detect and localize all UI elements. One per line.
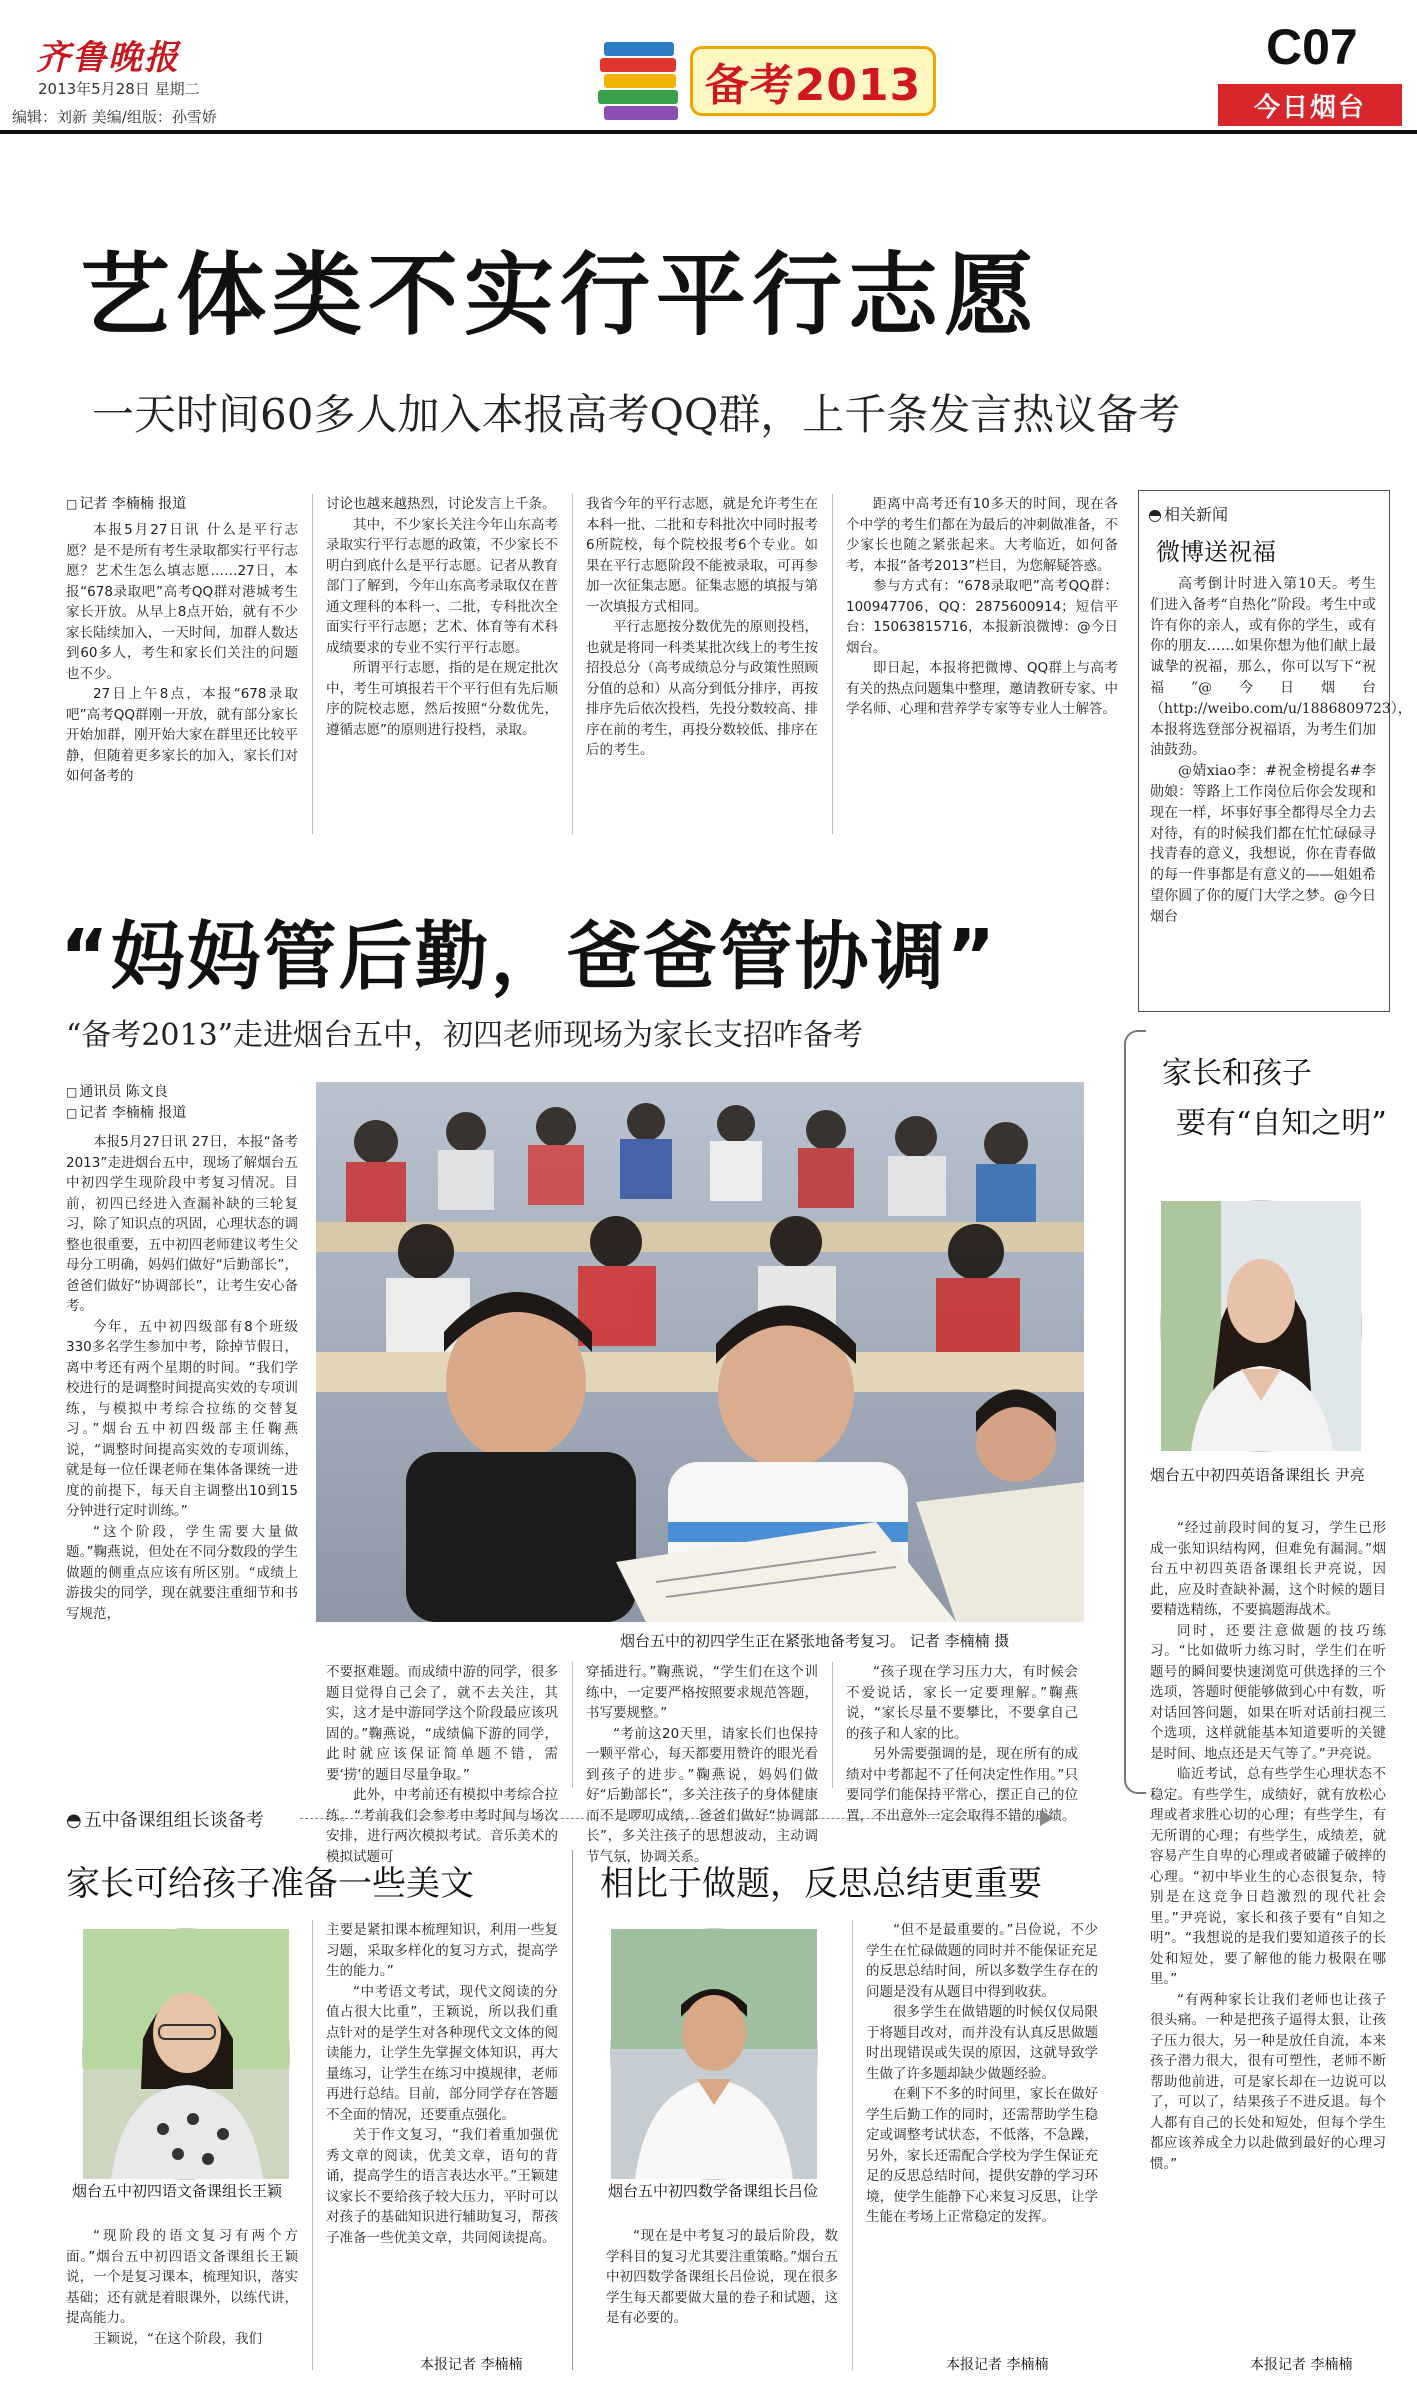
chinese-col-1 xyxy=(66,2226,298,2376)
subhead-school-visit: “备考2013”走进烟台五中，初四老师现场为家长支招咋备考 xyxy=(66,1018,864,1053)
english-teacher-body xyxy=(1150,1518,1386,2352)
column-rule xyxy=(832,1662,833,1788)
bottom-section-rule xyxy=(300,1818,1040,1820)
photo-illustration xyxy=(316,1082,1084,1622)
story2-col-4 xyxy=(846,1662,1078,1824)
math-col-1 xyxy=(606,2226,838,2366)
story2-byline xyxy=(66,1082,186,1124)
story2-col-1 xyxy=(66,1132,298,1792)
paragraph: @婧xiao李：#祝金榜提名#李勋娘：等路上工作岗位后你会发现和现在一样，坏事好事全都得尽全力去对待，有的时候我们都在忙忙碌碌寻找青春的意义，我想说，你在青春做的每一件事都是有意义的——姐姐希望你圆了你的厦门大学之梦。@今日烟台 xyxy=(1150,763,1376,925)
bottom-section-kicker: ◓ 五中备课组组长谈备考 xyxy=(66,1806,264,1832)
byline-reporter: □ 记者 李楠楠 报道 xyxy=(66,494,186,515)
story1-col-3 xyxy=(586,494,818,834)
paragraph: 27日上午8点，本报“678录取吧”高考QQ群刚一开放，就有部分家长开始加群，刚开始大家在群里还比较平静，但随着更多家长的加入，家长们对如何备考的 xyxy=(66,686,298,784)
paragraph: 此外，中考前还有模拟中考综合拉练。“考前我们会参考中考时间与场次安排，进行两次模拟考试。音乐美术的模拟试题可 xyxy=(326,1787,558,1865)
paragraph: 今年，五中初四级部有8个班级330多名学生参加中考，除掉节假日，离中考还有两个星期的时间。“我们学校进行的是调整时间提高实效的专项训练，与模拟中考综合拉练的交替复习。”烟台五中初四级部主任鞠燕说，“调整时间提高实效的专项训练，就是每一位任课老师在集体备课统一进度的前提下，每天自主调整出10到15分钟进行定时训练。” xyxy=(66,1318,298,1519)
paragraph: 穿插进行。”鞠燕说，“学生们在这个训练中，一定要严格按照要求规范答题，书写要规整。” xyxy=(586,1664,818,1721)
related-news-body xyxy=(1150,574,1412,1004)
paragraph: 不要抠难题。而成绩中游的同学，很多题目觉得自己会了，就不去关注，其实，这才是中游同学这个阶段最应该巩固的。”鞠燕说，“成绩偏下游的同学，此时就应该保证简单题不错，需要‘捞’的题目尽量争取。” xyxy=(326,1664,558,1783)
story2-col-2 xyxy=(326,1662,558,1865)
column-rule xyxy=(572,1662,573,1788)
paragraph: “但不是最重要的。”吕俭说，不少学生在忙碌做题的同时并不能保证充足的反思总结时间，所以多数学生存在的问题是没有从题目中得到收获。 xyxy=(866,1922,1098,2000)
paragraph: “中考语文考试，现代文阅读的分值占很大比重”，王颖说，所以我们重点针对的是学生对各种现代文文体的阅读能力，让学生先掌握文体知识，再大量练习，让学生在练习中摸规律，老师再进行总结。目前，部分同学存在答题不全面的情况，还要重点强化。 xyxy=(326,1983,558,2123)
column-rule xyxy=(312,494,313,834)
column-title-box xyxy=(690,46,936,116)
chinese-signoff: 本报记者 李楠楠 xyxy=(420,2357,523,2373)
paragraph: 很多学生在做错题的时候仅仅局限于将题目改对，而并没有认真反思做题时出现错误或失误的原因，这就导致学生做了许多题却缺少做题经验。 xyxy=(866,2004,1098,2082)
paragraph: 本报5月27日讯 27日，本报“备考2013”走进烟台五中，现场了解烟台五中初四学生现阶段中考复习情况。目前，初四已经进入查漏补缺的三轮复习，除了知识点的巩固，心理状态的调整也很重要，五中初四老师建议考生父母分工明确，妈妈们做好“后勤部长”，爸爸们做好“协调部长”，让考生安心备考。 xyxy=(66,1134,298,1314)
paragraph: 主要是紧扣课本梳理知识，利用一些复习题，采取多样化的复习方式，提高学生的能力。” xyxy=(326,1922,558,1979)
paragraph: 关于作文复习，“我们着重加强优秀文章的阅读，优美文章，语句的背诵，提高学生的语言表达水平。”王颖建议家长不要给孩子较大压力，平时可以对孩子的基础知识进行辅助复习，帮孩子准备一些优美文章，共同阅读提高。 xyxy=(326,2127,558,2246)
section-tag: 今日烟台 xyxy=(1218,84,1402,126)
headline-mom-dad: “妈妈管后勤，爸爸管协调” xyxy=(60,914,998,1000)
paragraph: “孩子现在学习压力大，有时候会不爱说话，家长一定要理解。”鞠燕说，“家长尽量不要攀比，不要拿自己的孩子和人家的比。 xyxy=(846,1664,1078,1742)
column-banner xyxy=(598,28,998,124)
math-head: 相比于做题，反思总结更重要 xyxy=(600,1864,1042,1904)
paragraph: “经过前段时间的复习，学生已形成一张知识结构网，但难免有漏洞。”烟台五中初四英语备课组长尹亮说，因此，应及时查缺补漏，这个时候的题目要精选精练，不要搞题海战术。 xyxy=(1150,1520,1386,1618)
headline-art-sports: 艺体类不实行平行志愿 xyxy=(80,243,1040,348)
story1-byline xyxy=(66,494,186,515)
paragraph: “现阶段的语文复习有两个方面。”烟台五中初四语文备课组长王颖说，一个是复习课本，梳理知识，落实基础；还有就是着眼课外，以练代讲，提高能力。 xyxy=(66,2228,298,2326)
subhead-qq-group: 一天时间60多人加入本报高考QQ群，上千条发言热议备考 xyxy=(92,390,1181,439)
chinese-head: 家长可给孩子准备一些美文 xyxy=(66,1864,474,1904)
column-rule xyxy=(312,1920,313,2370)
paragraph: 高考倒计时进入第10天。考生们进入备考“自热化”阶段。考生中或许有你的亲人，或有你的学生，或有你的朋友……如果你想为他们献上最诚挚的祝福，那么，你可以写下“祝福”@今日烟台（http://weibo.com/u/1886809723），本报将选登部分祝福语，为考生们加油鼓劲。 xyxy=(1150,576,1412,759)
portrait-illustration xyxy=(611,1929,817,2179)
story1-col-2 xyxy=(326,494,558,834)
paragraph: 临近考试，总有些学生心理状态不稳定。有些学生，成绩好，就有放松心理或者求胜心切的心理；有些学生，有无所谓的心理；有些学生，成绩差，就容易产生自卑的心理或者破罐子破摔的心理。“初中毕业生的心态很复杂，特别是在这竞争日趋激烈的现代社会里。”尹亮说，家长和孩子要有“自知之明”。“我想说的是我们要知道孩子的长处和短处，要了解他的能力极限在哪里。” xyxy=(1150,1766,1386,1987)
issue-staff: 编辑：刘新 美编/组版：孙雪娇 xyxy=(12,108,217,126)
paragraph: 所谓平行志愿，指的是在规定批次中，考生可填报若干个平行但有先后顺序的院校志愿，然后按照“分数优先，遵循志愿”的原则进行投档，录取。 xyxy=(326,660,558,738)
top-rule xyxy=(0,130,1417,134)
byline-reporter: □ 记者 李楠楠 报道 xyxy=(66,1103,186,1124)
paragraph: 讨论也越来越热烈，讨论发言上千条。 xyxy=(326,496,556,512)
column-rule xyxy=(832,494,833,834)
paragraph: “现在是中考复习的最后阶段，数学科目的复习尤其要注重策略。”烟台五中初四数学备课组长吕俭说，现在很多学生每天都要做大量的卷子和试题，这是有必要的。 xyxy=(606,2228,838,2326)
paragraph: 王颖说，“在这个阶段，我们 xyxy=(93,2330,262,2347)
story2-col-3 xyxy=(586,1662,818,1865)
byline-correspondent: □ 通讯员 陈文良 xyxy=(66,1082,186,1103)
paragraph: 平行志愿按分数优先的原则投档，也就是将同一科类某批次线上的考生按招投总分（高考成绩总分与政策性照顾分值的总和）从高分到低分排序，再按排序先后依次投档，先投分数较高、排序在前的考生，再投分数较低、排序在后的考生。 xyxy=(586,619,818,758)
newspaper-logo: 齐鲁晚报 xyxy=(36,38,180,78)
math-signoff: 本报记者 李楠楠 xyxy=(946,2357,1049,2373)
paragraph: “有两种家长让我们老师也让孩子很头痛。一种是把孩子逼得太狠，让孩子压力很大，另一种是放任自流，本来孩子潜力很大，很有可塑性，老师不断帮助他前进，可是家长却在一边说可以了，可以了，结果孩子不进反退。每个人都有自己的长处和短处，但每个学生都应该养成全力以赴做到最好的心理习惯。” xyxy=(1150,1991,1386,2172)
related-news-kicker: ◓ 相关新闻 xyxy=(1148,502,1228,525)
paragraph: 其中，不少家长关注今年山东高考录取实行平行志愿的政策，不少家长不明白到底什么是平行志愿。记者从教育部门了解到，今年山东高考录取仅在普通文理科的本科一、二批，专科批次全面实行平行志愿；艺术、体育等有术科成绩要求的专业不实行平行志愿。 xyxy=(326,516,558,656)
english-teacher-photo xyxy=(1160,1200,1362,1452)
chinese-teacher-photo xyxy=(82,1928,290,2180)
portrait-illustration xyxy=(83,1929,289,2179)
section-divider xyxy=(572,1850,573,2370)
paragraph: 本报5月27日讯 什么是平行志愿？是不是所有考生录取都实行平行志愿？艺术生怎么填志愿……27日，本报“678录取吧”高考QQ群对港城考生家长开放。从早上8点开始，就有不少家长陆续加入，一天时间，加群人数达到60多人，考生和家长们关注的问题也不少。 xyxy=(66,522,298,682)
page-number: C07 xyxy=(1266,19,1358,75)
paragraph: 在剩下不多的时间里，家长在做好学生后勤工作的同时，还需帮助学生稳定或调整考试状态，不低落，不急躁，另外，家长还需配合学校为学生保证充足的反思总结时间，提供安静的学习环境，使学生能静下心来复习反思，让学生能在考场上正常稳定的发挥。 xyxy=(866,2086,1098,2225)
story1-col-4 xyxy=(846,494,1118,834)
paragraph: 我省今年的平行志愿，就是允许考生在本科一批、二批和专科批次中同时报考6所院校，每个院校报考6个专业。如果在平行志愿阶段不能被录取，可再参加一次征集志愿。征集志愿的填报与第一次填报方式相同。 xyxy=(586,496,818,615)
paragraph: 距离中高考还有10多天的时间，现在各个中学的考生们都在为最后的冲刺做准备，不少家长也随之紧张起来。大考临近，如何备考，本报“备考2013”栏目，为您解疑答惑。 xyxy=(846,496,1118,574)
portrait-illustration xyxy=(1161,1201,1361,1451)
math-teacher-caption: 烟台五中初四数学备课组长吕俭 xyxy=(608,2182,819,2200)
paragraph: 参与方式有：“678录取吧”高考QQ群：100947706，QQ：2875600914；短信平台：15063815716，本报新浪微博：@今日烟台。 xyxy=(846,578,1118,656)
chinese-col-2 xyxy=(326,1920,558,2340)
photo-caption: 烟台五中的初四学生正在紧张地备考复习。 记者 李楠楠 摄 xyxy=(620,1632,1010,1650)
chinese-teacher-caption: 烟台五中初四语文备课组长王颖 xyxy=(72,2182,283,2200)
related-news-title: 微博送祝福 xyxy=(1156,538,1276,566)
math-teacher-photo xyxy=(610,1928,818,2180)
story1-col-1 xyxy=(66,520,298,832)
paragraph: “这个阶段，学生需要大量做题。”鞠燕说，但处在不同分数段的学生做题的侧重点应该有所区别。“成绩上游拔尖的同学，现在就要注重细节和书写规范， xyxy=(66,1523,298,1622)
column-rule xyxy=(852,1920,853,2370)
students-studying-photo xyxy=(316,1082,1084,1622)
english-teacher-caption: 烟台五中初四英语备课组长 尹亮 xyxy=(1150,1466,1365,1484)
paragraph: 同时，还要注意做题的技巧练习。“比如做听力练习时，学生们在听题号的瞬间要快速浏览可供选择的三个选项，答题时便能够做到心中有数，听对话回答问题，如果在听对话前扫视三个选项，这样就能基本知道要听的关键是时间、地点还是天气等了。”尹亮说。 xyxy=(1150,1622,1386,1762)
books-icon xyxy=(598,34,688,120)
column-rule xyxy=(572,494,573,834)
paragraph: 另外需要强调的是，现在所有的成绩对中考都起不了任何决定性作用。”只要同学们能保持平常心，摆正自己的位置，不出意外一定会取得不错的成绩。 xyxy=(846,1746,1078,1824)
math-col-2 xyxy=(866,1920,1098,2340)
paragraph: “考前这20天里，请家长们也保持一颗平常心，每天都要用赞许的眼光看到孩子的进步。”鞠燕说，妈妈们做好“后勤部长”，多关注孩子的身体健康而不是啰叨成绩，爸爸们做好“协调部长”，多关注孩子的思想波动，主动调节气氛，协调关系。 xyxy=(586,1725,818,1865)
callout-brace xyxy=(1124,1030,1146,1794)
callout-title-line-1: 家长和孩子 xyxy=(1162,1056,1312,1091)
column-title: 备考2013 xyxy=(704,60,922,111)
english-signoff: 本报记者 李楠楠 xyxy=(1250,2357,1353,2373)
callout-title-line-2: 要有“自知之明” xyxy=(1176,1106,1387,1141)
issue-date: 2013年5月28日 星期二 xyxy=(38,80,200,98)
paragraph: 即日起，本报将把微博、QQ群上与高考有关的热点问题集中整理，邀请教研专家、中学名师、心理和营养学专家等专业人士解答。 xyxy=(846,660,1118,717)
arrow-icon xyxy=(1040,1810,1054,1826)
